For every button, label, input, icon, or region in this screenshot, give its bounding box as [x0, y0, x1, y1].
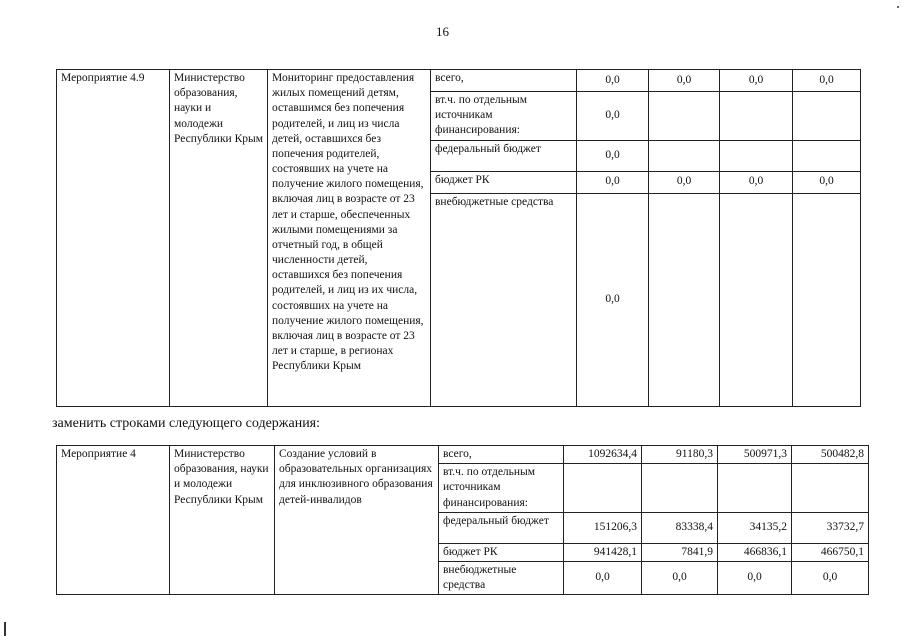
value-cell: 0,0 — [792, 561, 869, 594]
value-cell — [720, 193, 793, 406]
value-cell — [720, 140, 793, 171]
funding-category-label: всего, — [439, 446, 564, 464]
value-cell: 0,0 — [577, 193, 649, 406]
value-cell — [718, 464, 792, 513]
value-cell — [793, 92, 861, 141]
funding-table-measure-4 — [56, 445, 869, 595]
replacement-instruction: заменить строками следующего содержания: — [52, 416, 321, 431]
value-cell — [649, 193, 720, 406]
value-cell — [793, 193, 861, 406]
value-cell: 0,0 — [720, 70, 793, 92]
funding-category-label: внебюджетные средства — [431, 193, 577, 406]
funding-category-label: вт.ч. по отдельным источникам финансирования: — [431, 92, 577, 141]
value-cell: 0,0 — [793, 70, 861, 92]
value-cell: 0,0 — [718, 561, 792, 594]
value-cell: 0,0 — [649, 171, 720, 193]
scan-speck-dot — [897, 6, 899, 8]
executor-cell: Министерство образования, науки и молодежи Республики Крым — [170, 446, 275, 595]
funding-category-label: внебюджетные средства — [439, 561, 564, 594]
value-cell: 500971,3 — [718, 446, 792, 464]
value-cell — [793, 140, 861, 171]
value-cell — [649, 92, 720, 141]
funding-category-label: федеральный бюджет — [439, 512, 564, 543]
funding-category-label: вт.ч. по отдельным источникам финансирования: — [439, 464, 564, 513]
funding-table-measure-4-9 — [56, 69, 861, 407]
value-cell: 7841,9 — [642, 543, 718, 561]
value-cell: 0,0 — [649, 70, 720, 92]
value-cell: 83338,4 — [642, 512, 718, 543]
value-cell: 1092634,4 — [564, 446, 642, 464]
funding-category-label: бюджет РК — [431, 171, 577, 193]
value-cell: 0,0 — [577, 171, 649, 193]
table-row — [57, 446, 869, 464]
value-cell: 0,0 — [720, 171, 793, 193]
page-number: 16 — [436, 24, 449, 39]
value-cell: 466836,1 — [718, 543, 792, 561]
value-cell: 0,0 — [577, 92, 649, 141]
value-cell: 0,0 — [577, 70, 649, 92]
executor-cell: Министерство образования, науки и молодежи Республики Крым — [170, 70, 268, 407]
value-cell: 0,0 — [793, 171, 861, 193]
funding-category-label: всего, — [431, 70, 577, 92]
measure-name-cell: Мероприятие 4 — [57, 446, 170, 595]
value-cell: 0,0 — [564, 561, 642, 594]
value-cell: 33732,7 — [792, 512, 869, 543]
value-cell: 500482,8 — [792, 446, 869, 464]
measure-name-cell: Мероприятие 4.9 — [57, 70, 170, 407]
description-cell: Создание условий в образовательных организациях для инклюзивного образования детей-инвалидов — [275, 446, 439, 595]
value-cell: 34135,2 — [718, 512, 792, 543]
funding-category-label: федеральный бюджет — [431, 140, 577, 171]
value-cell: 466750,1 — [792, 543, 869, 561]
value-cell — [792, 464, 869, 513]
value-cell — [649, 140, 720, 171]
funding-category-label: бюджет РК — [439, 543, 564, 561]
description-cell: Мониторинг предоставления жилых помещений детям, оставшимся без попечения родителей, и лиц из числа детей, оставшихся без попечения родителей, состоявших на учете на получение жилого помещения, включая лиц в возрасте от 23 лет и старше, обеспеченных жилыми помещениями за отчетный год, в общей численности детей, оставшихся без попечения родителей, и лиц из их числа, состоявших на учете на получение жилого помещения, включая лиц в возрасте от 23 лет и старше, в регионах Республики Крым — [268, 70, 431, 407]
value-cell — [642, 464, 718, 513]
value-cell: 91180,3 — [642, 446, 718, 464]
value-cell: 0,0 — [577, 140, 649, 171]
table-row — [57, 70, 861, 92]
scan-margin-mark — [4, 622, 6, 636]
value-cell: 941428,1 — [564, 543, 642, 561]
value-cell — [720, 92, 793, 141]
value-cell: 151206,3 — [564, 512, 642, 543]
value-cell: 0,0 — [642, 561, 718, 594]
value-cell — [564, 464, 642, 513]
